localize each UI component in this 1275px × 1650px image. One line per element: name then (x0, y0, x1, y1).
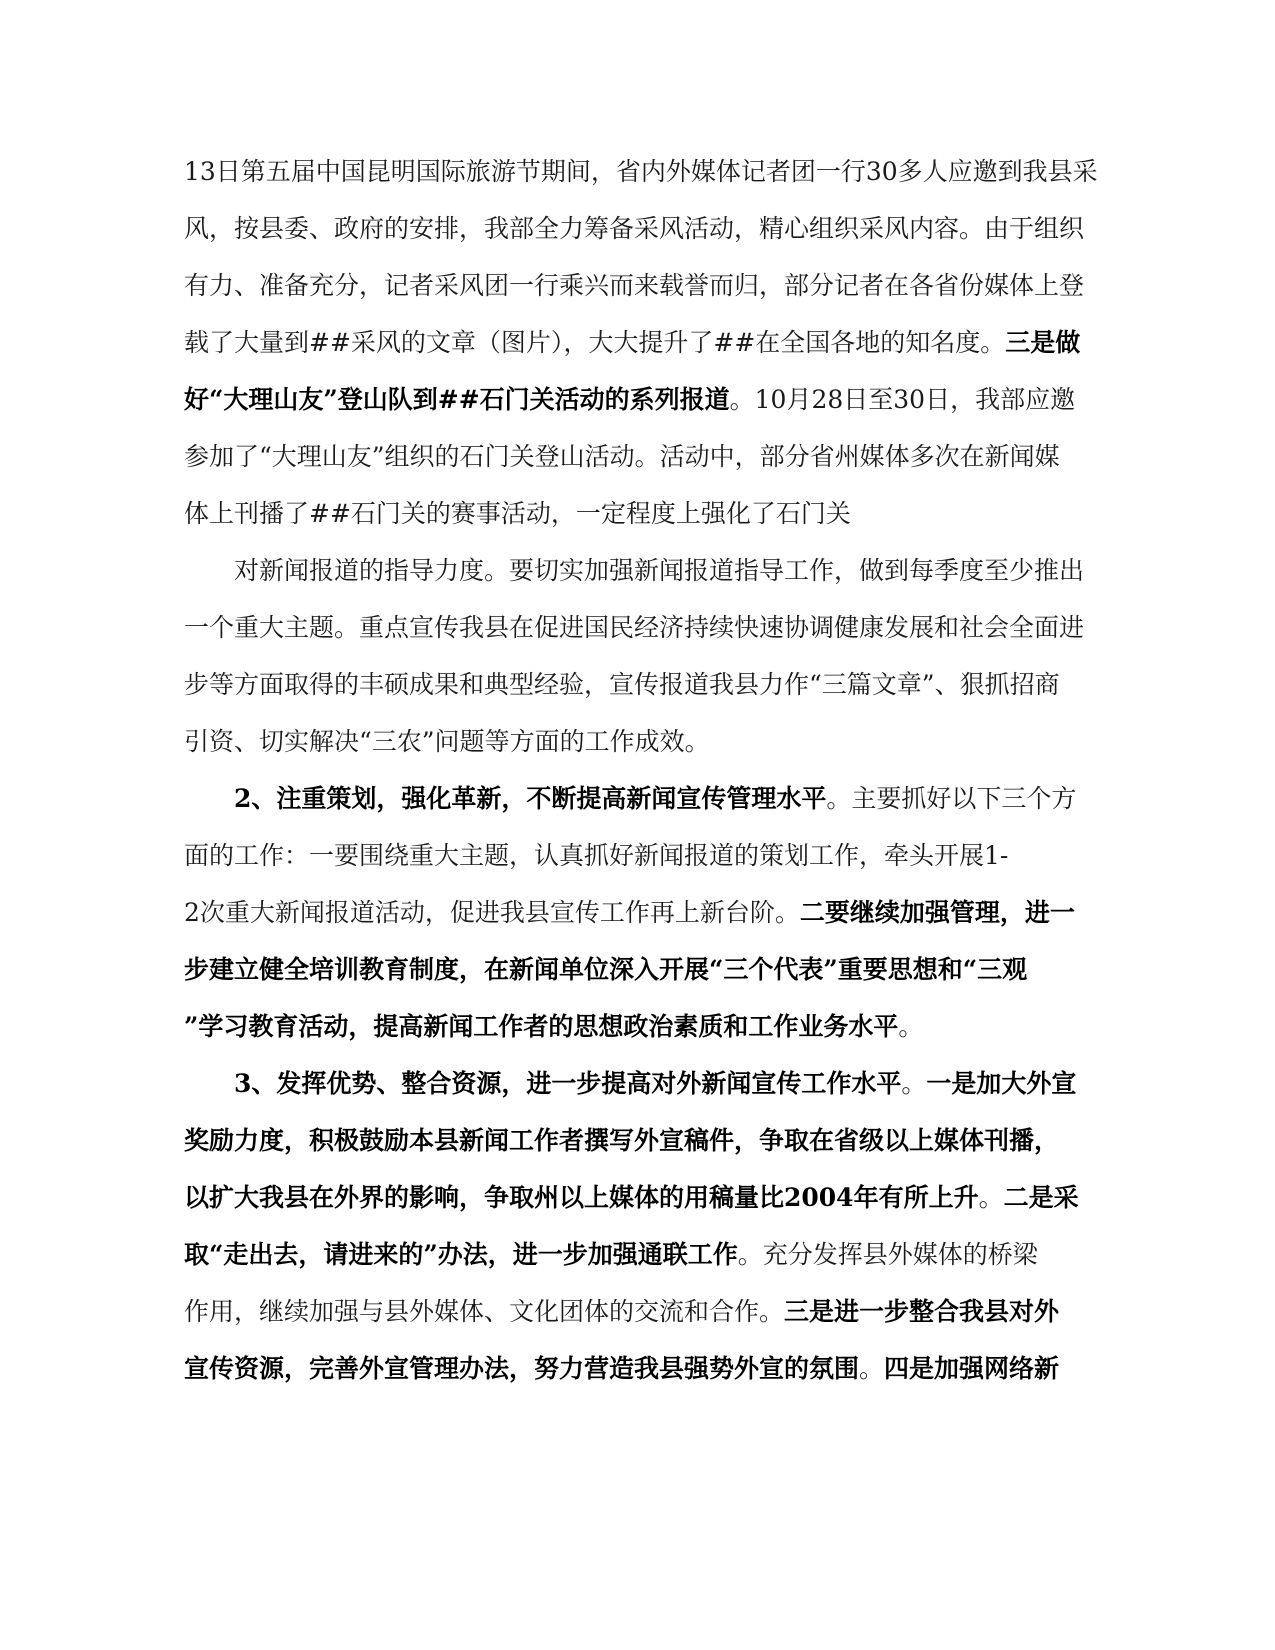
text-line (184, 1055, 1084, 1112)
text-line (184, 1340, 1084, 1397)
text-line (184, 599, 1084, 656)
text-run: 作用，继续加强与县外媒体、文化团体的交流和合作。 (184, 1297, 785, 1326)
bold-text-run: 取“走出去，请进来的”办法，进一步加强通联工作 (184, 1240, 738, 1269)
bold-text-run: 三是进一步整合我县对外 (784, 1297, 1060, 1326)
text-line (184, 314, 1084, 371)
text-line (184, 656, 1084, 713)
text-line (184, 941, 1084, 998)
text-line (184, 143, 1098, 200)
text-line (184, 1283, 1084, 1340)
text-run: 风，按县委、政府的安排，我部全力筹备采风活动，精心组织采风内容。由于组织 (184, 214, 1085, 243)
text-line (184, 770, 1084, 827)
text-run: 引资、切实解决“三农”问题等方面的工作成效。 (184, 727, 710, 756)
document-body (184, 143, 1098, 1397)
text-line (184, 1226, 1084, 1283)
text-run: 。10月28日至30日，我部应邀 (729, 385, 1076, 414)
bold-text-run: 宣传资源，完善外宣管理办法，努力营造我县强势外宣的氛围 (184, 1354, 860, 1383)
text-line (184, 1112, 1084, 1169)
bold-text-run: 以扩大我县在外界的影响，争取州以上媒体的用稿量比2004年有所上升 (184, 1183, 979, 1212)
text-line (184, 371, 1084, 428)
text-line (184, 827, 1084, 884)
text-run: 步等方面取得的丰硕成果和典型经验，宣传报道我县力作“三篇文章”、狠抓招商 (184, 670, 1060, 699)
bold-text-run: 奖励力度，积极鼓励本县新闻工作者撰写外宣稿件，争取在省级以上媒体刊播， (184, 1126, 1060, 1155)
text-line (184, 200, 1084, 257)
text-run: 载了大量到##采风的文章（图片），大大提升了##在全国各地的知名度。 (184, 328, 1006, 357)
text-line (184, 998, 1084, 1055)
bold-text-run: 二是采 (1003, 1183, 1079, 1212)
text-run: 。充分发挥县外媒体的桥梁 (737, 1240, 1038, 1269)
text-run: 。 (898, 1012, 924, 1041)
bold-text-run: 3、发挥优势、整合资源，进一步提高对外新闻宣传工作水平 (234, 1069, 902, 1098)
text-line (184, 257, 1084, 314)
text-run: 13日第五届中国昆明国际旅游节期间，省内外媒体记者团一行30多人应邀到我县采 (184, 157, 1098, 186)
text-line (184, 485, 1084, 542)
text-run: 。主要抓好以下三个方 (826, 784, 1077, 813)
text-run: 。 (859, 1354, 885, 1383)
text-run: 体上刊播了##石门关的赛事活动，一定程度上强化了石门关 (184, 499, 851, 528)
text-run: 。 (978, 1183, 1004, 1212)
text-run: 对新闻报道的指导力度。要切实加强新闻报道指导工作，做到每季度至少推出 (234, 556, 1085, 585)
text-run: 参加了“大理山友”组织的石门关登山活动。活动中，部分省州媒体多次在新闻媒 (184, 442, 1060, 471)
text-run: 面的工作：一要围绕重大主题，认真抓好新闻报道的策划工作，牵头开展1- (184, 841, 1009, 870)
bold-text-run: 三是做 (1005, 328, 1081, 357)
bold-text-run: 好“大理山友”登山队到##石门关活动的系列报道 (184, 385, 730, 414)
text-line (184, 428, 1084, 485)
bold-text-run: 四是加强网络新 (884, 1354, 1060, 1383)
text-run: 2次重大新闻报道活动，促进我县宣传工作再上新台阶。 (184, 898, 800, 927)
bold-text-run: 2、注重策划，强化革新，不断提高新闻宣传管理水平 (234, 784, 827, 813)
text-line (184, 1169, 1084, 1226)
text-line (184, 884, 1084, 941)
text-line (184, 542, 1084, 599)
bold-text-run: 二要继续加强管理，进一 (799, 898, 1075, 927)
bold-text-run: 一是加大外宣 (926, 1069, 1077, 1098)
text-line (184, 713, 1084, 770)
text-run: 有力、准备充分，记者采风团一行乘兴而来载誉而归，部分记者在各省份媒体上登 (184, 271, 1085, 300)
text-run: 一个重大主题。重点宣传我县在促进国民经济持续快速协调健康发展和社会全面进 (184, 613, 1085, 642)
bold-text-run: ”学习教育活动，提高新闻工作者的思想政治素质和工作业务水平 (184, 1012, 899, 1041)
bold-text-run: 步建立健全培训教育制度，在新闻单位深入开展“三个代表”重要思想和“三观 (184, 955, 1028, 984)
text-run: 。 (901, 1069, 927, 1098)
